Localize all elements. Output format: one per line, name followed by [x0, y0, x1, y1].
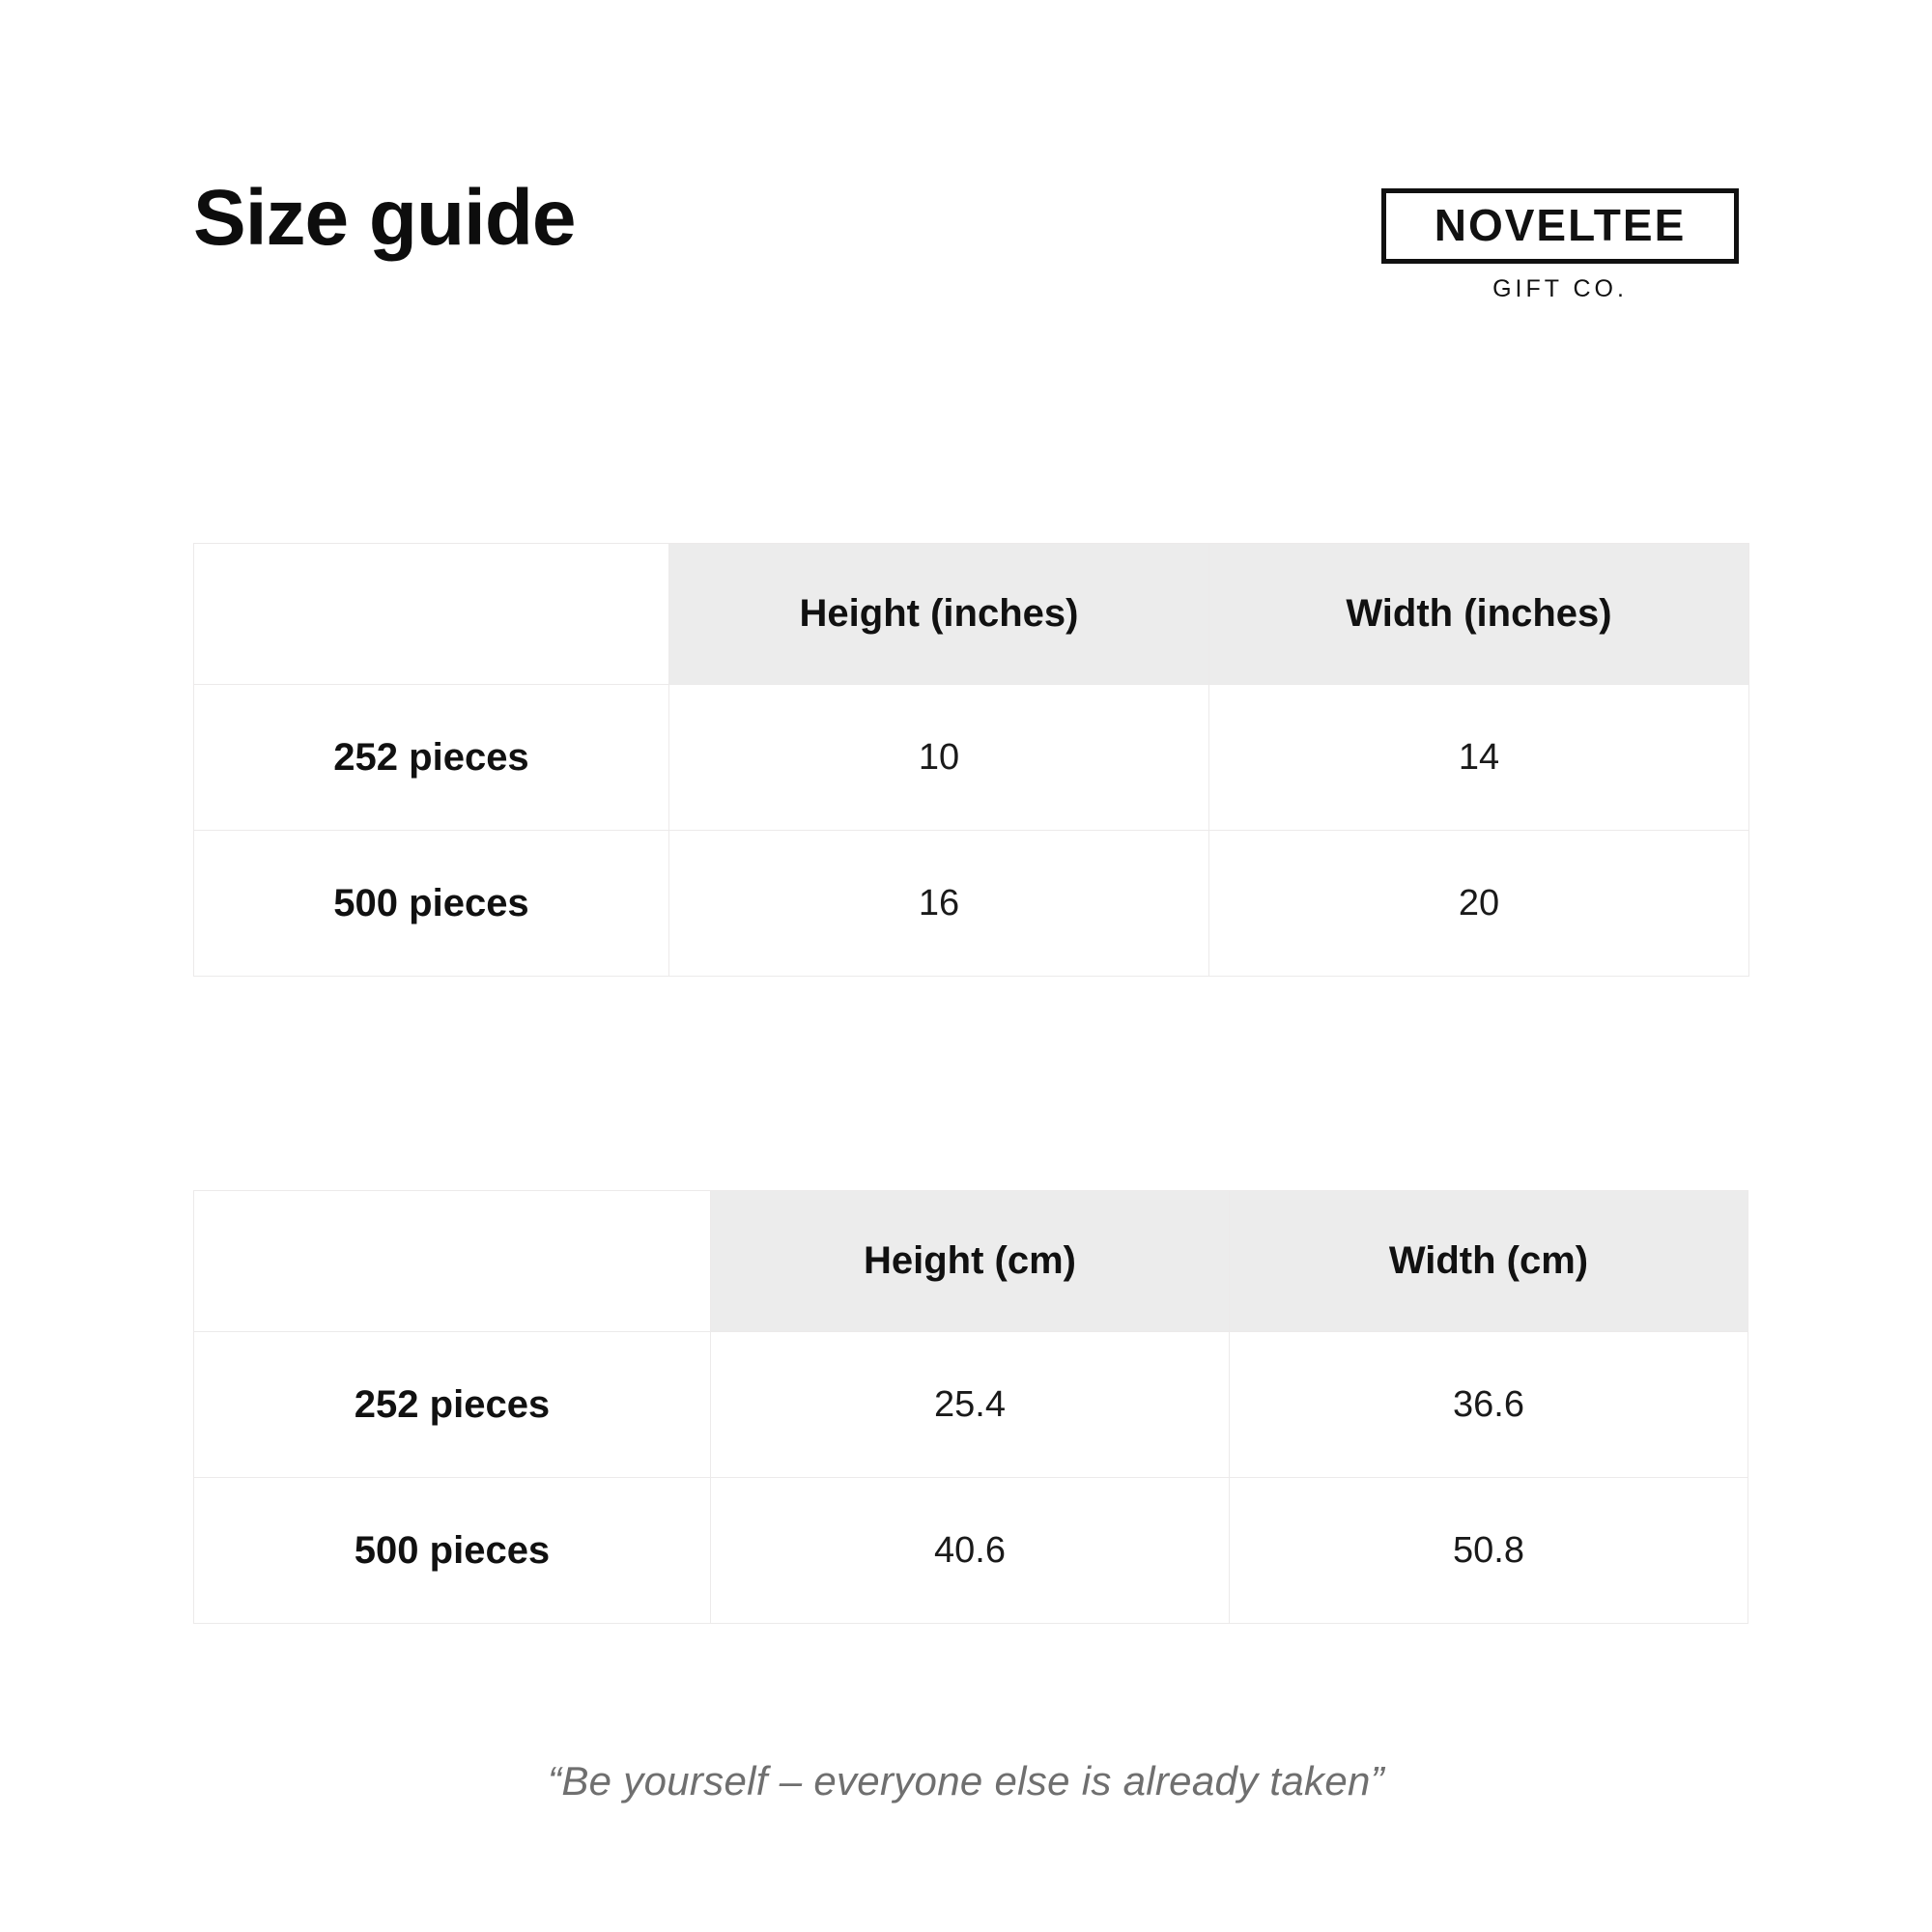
brand-tagline: GIFT CO. — [1492, 275, 1628, 302]
brand-logo — [1381, 188, 1739, 301]
table-body-cm — [194, 1332, 1748, 1624]
cell-height-500-inches: 16 — [669, 831, 1209, 977]
page-header — [193, 174, 1739, 333]
table-header-row — [194, 544, 1749, 685]
table-row — [194, 831, 1749, 977]
cell-height-500-cm: 40.6 — [711, 1478, 1230, 1624]
table-row — [194, 685, 1749, 831]
column-header-height-cm: Height (cm) — [711, 1191, 1230, 1332]
row-label-252-pieces: 252 pieces — [194, 685, 669, 831]
size-table-cm — [193, 1190, 1748, 1624]
size-table-inches — [193, 543, 1749, 977]
cell-height-252-cm: 25.4 — [711, 1332, 1230, 1478]
table-corner-cell — [194, 1191, 711, 1332]
table-row — [194, 1332, 1748, 1478]
table-header-inches — [194, 544, 1749, 685]
cell-width-500-inches: 20 — [1209, 831, 1749, 977]
table-header-cm — [194, 1191, 1748, 1332]
column-header-height-inches: Height (inches) — [669, 544, 1209, 685]
brand-name: NOVELTEE — [1434, 200, 1687, 250]
cell-width-252-cm: 36.6 — [1230, 1332, 1748, 1478]
cell-width-500-cm: 50.8 — [1230, 1478, 1748, 1624]
table-body-inches — [194, 685, 1749, 977]
row-label-500-pieces: 500 pieces — [194, 831, 669, 977]
table-row — [194, 1478, 1748, 1624]
page-title: Size guide — [193, 174, 576, 262]
brand-logo-box — [1381, 188, 1739, 264]
row-label-252-pieces: 252 pieces — [194, 1332, 711, 1478]
column-header-width-inches: Width (inches) — [1209, 544, 1749, 685]
table-header-row — [194, 1191, 1748, 1332]
row-label-500-pieces: 500 pieces — [194, 1478, 711, 1624]
cell-width-252-inches: 14 — [1209, 685, 1749, 831]
cell-height-252-inches: 10 — [669, 685, 1209, 831]
table-corner-cell — [194, 544, 669, 685]
column-header-width-cm: Width (cm) — [1230, 1191, 1748, 1332]
footer-quote: “Be yourself – everyone else is already taken” — [548, 1758, 1384, 1804]
